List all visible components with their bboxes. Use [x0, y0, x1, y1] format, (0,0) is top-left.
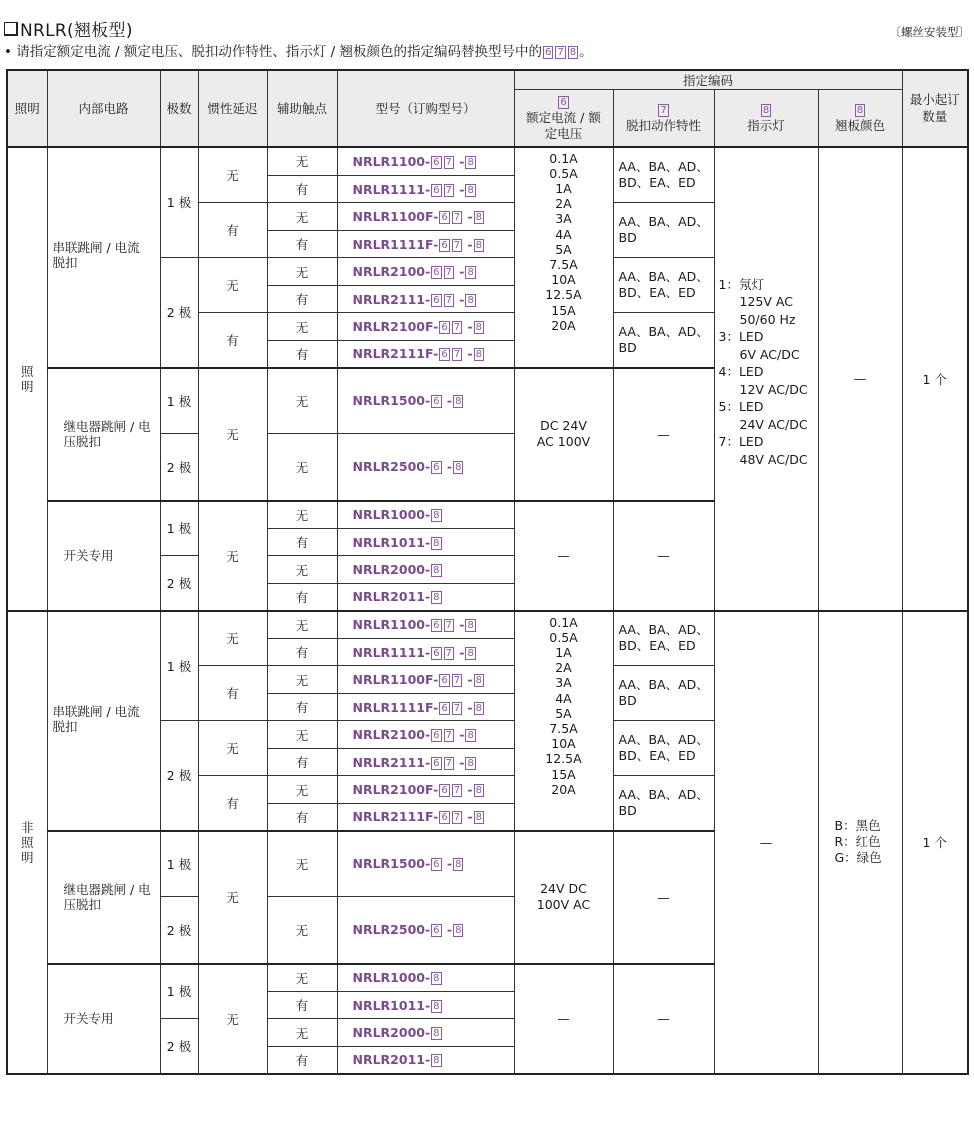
code-box-7: 7	[445, 620, 452, 632]
trip-codes: —	[613, 501, 714, 611]
trip-codes: —	[613, 831, 714, 964]
model-number: NRLR2100F- 6 7 - 8	[337, 313, 514, 341]
trip-codes	[613, 258, 714, 313]
rocker-color: —	[818, 147, 902, 611]
voltage-value: AC 100V	[536, 434, 591, 449]
code-box-6: 6	[433, 462, 440, 474]
hdr-model: 型号（订购型号）	[337, 70, 514, 147]
hdr-indicator	[714, 90, 818, 147]
aux-contact: 无	[267, 258, 337, 286]
trip-codes-text: AA、BA、AD、BD	[618, 323, 709, 355]
trip-codes-text: AA、BA、AD、BD、EA、ED	[618, 732, 709, 763]
delay: 有	[198, 203, 267, 258]
aux-contact: 有	[267, 529, 337, 556]
code-box-8: 8	[467, 156, 474, 168]
delay: 无	[198, 831, 267, 964]
model-prefix: NRLR1100F-	[352, 209, 439, 224]
rocker-colors	[818, 611, 902, 1074]
model-prefix: NRLR2100F-	[352, 319, 439, 334]
code-box-8: 8	[467, 267, 474, 278]
model-prefix: NRLR1111F-	[352, 699, 439, 715]
model-number: NRLR1100- 6 7 - 8	[337, 611, 514, 639]
hdr-moq-text: 最小起订数量	[909, 92, 960, 125]
model-number: NRLR2111- 6 7 - 8	[337, 749, 514, 776]
instruction-note	[4, 40, 593, 60]
model-prefix: NRLR2100F-	[352, 782, 439, 797]
code-box-7: 7	[557, 47, 564, 58]
code-box-8: 8	[569, 47, 577, 58]
code-box-6: 6	[433, 396, 440, 408]
title-text: NRLR(翘板型)	[20, 21, 133, 41]
model-number: NRLR2100F- 6 7 - 8	[337, 776, 514, 804]
aux-contact: 有	[267, 992, 337, 1019]
spec-table	[6, 69, 969, 1075]
code-box-6: 6	[433, 925, 440, 937]
model-prefix: NRLR1111-	[352, 644, 431, 660]
indicator-spec: 6V AC/DC	[739, 346, 800, 362]
model-number: NRLR2111- 6 7 - 8	[337, 286, 514, 313]
code-box-7: 7	[453, 702, 461, 714]
code-box-8: 8	[475, 212, 482, 223]
current-ratings: —	[514, 964, 613, 1074]
model-number	[337, 501, 514, 529]
poles: 2 极	[160, 1019, 198, 1074]
indicator-option: 1：氖灯	[718, 276, 764, 292]
code-box-7: 7	[445, 730, 452, 741]
poles: 2 极	[160, 258, 198, 368]
trip-codes-text: AA、BA、AD、BD	[618, 677, 709, 708]
hdr-lighting: 照明	[7, 70, 47, 147]
delay: 无	[198, 147, 267, 203]
trip-codes-text: AA、BA、AD、BD	[618, 786, 709, 818]
aux-contact: 有	[267, 584, 337, 611]
current-value: 15A	[551, 302, 576, 318]
code-box-6: 6	[433, 184, 440, 196]
voltage-value: 24V DC	[540, 881, 587, 896]
code-box-8: 8	[475, 785, 482, 796]
trip-codes	[613, 666, 714, 721]
poles: 2 极	[160, 434, 198, 501]
model-number	[337, 1019, 514, 1047]
model-number: NRLR2111F- 6 7 - 8	[337, 341, 514, 368]
code-box-6: 6	[441, 239, 448, 251]
poles: 2 极	[160, 897, 198, 964]
code-box-8: 8	[455, 396, 462, 408]
delay: 有	[198, 666, 267, 721]
hdr-trip-label: 脱扣动作特性	[625, 117, 701, 133]
code-box-6: 6	[433, 730, 440, 741]
code-box-6: 6	[441, 785, 448, 796]
model-number	[337, 1047, 514, 1074]
indicator-spec: 48V AC/DC	[739, 451, 808, 467]
circuit-series	[47, 147, 160, 368]
model-prefix: NRLR1100-	[352, 153, 431, 169]
aux-contact: 无	[267, 203, 337, 231]
code-box-8: 8	[433, 1000, 440, 1012]
aux-contact: 有	[267, 1047, 337, 1074]
poles: 1 极	[160, 831, 198, 897]
code-box-6: 6	[433, 267, 440, 278]
hdr-aux: 辅助触点	[267, 70, 337, 147]
model-number: NRLR2100- 6 7 - 8	[337, 721, 514, 749]
poles: 1 极	[160, 147, 198, 258]
delay: 无	[198, 721, 267, 776]
moq-value: 1 个	[902, 611, 968, 1074]
section-label	[7, 611, 47, 1074]
moq-value: 1 个	[902, 147, 968, 611]
code-box-8: 8	[433, 1028, 440, 1039]
code-box-7: 7	[453, 239, 461, 251]
poles: 1 极	[160, 368, 198, 434]
code-box-6: 6	[441, 349, 448, 361]
model-prefix: NRLR2111-	[352, 754, 431, 770]
code-box-8: 8	[433, 1055, 440, 1067]
circuit-relay	[47, 368, 160, 501]
model-prefix: NRLR1000-	[352, 507, 431, 523]
code-box-7: 7	[445, 757, 452, 769]
code-box-6: 6	[433, 620, 440, 632]
current-value: 0.1A	[549, 150, 578, 166]
indicator-option: 7：LED	[718, 434, 764, 449]
aux-contact: 有	[267, 231, 337, 258]
hdr-rating	[514, 90, 613, 147]
current-value: 20A	[551, 781, 576, 797]
rocker-color-option: R：红色	[834, 834, 881, 849]
model-number: NRLR2500- 6 - 8	[337, 434, 514, 501]
poles: 2 极	[160, 721, 198, 831]
trip-codes-text: AA、BA、AD、BD	[618, 214, 709, 245]
current-value: 10A	[551, 272, 576, 288]
current-value: 12.5A	[545, 751, 582, 767]
current-value: 0.1A	[549, 614, 578, 630]
model-prefix: NRLR1111-	[352, 181, 431, 197]
poles: 2 极	[160, 556, 198, 611]
model-prefix: NRLR1000-	[352, 970, 431, 986]
hdr-rocker-color	[818, 90, 902, 147]
code-box-8: 8	[455, 925, 462, 937]
code-box-6: 6	[433, 294, 440, 306]
delay: 无	[198, 501, 267, 611]
current-value: 12.5A	[545, 287, 582, 303]
aux-contact: 无	[267, 147, 337, 176]
aux-contact: 有	[267, 749, 337, 776]
indicator-spec: 12V AC/DC	[739, 381, 808, 397]
poles: 1 极	[160, 964, 198, 1019]
model-prefix: NRLR1500-	[352, 856, 431, 872]
code-box-8: 8	[467, 184, 474, 196]
code-box-8: 8	[475, 702, 482, 714]
trip-codes-text: AA、BA、AD、BD、EA、ED	[618, 622, 709, 654]
indicator-option: 4：LED	[718, 364, 764, 379]
code-box-8: 8	[467, 730, 474, 741]
model-prefix: NRLR2500-	[352, 922, 431, 938]
indicator-option: 3：LED	[718, 329, 764, 344]
current-value: 3A	[555, 211, 572, 227]
indicator-options: —	[714, 611, 818, 1074]
aux-contact: 无	[267, 368, 337, 434]
current-value: 4A	[555, 690, 572, 706]
aux-contact: 有	[267, 639, 337, 666]
aux-contact: 无	[267, 964, 337, 992]
code-box-8: 8	[467, 294, 474, 306]
section-label	[7, 147, 47, 611]
model-prefix: NRLR2011-	[352, 1052, 431, 1068]
hdr-spec-code: 指定编码	[514, 70, 902, 90]
instruction-tail: 。	[579, 44, 593, 60]
model-prefix: NRLR2100-	[352, 727, 431, 742]
current-value: 20A	[551, 317, 576, 333]
aux-contact: 无	[267, 831, 337, 897]
aux-contact: 无	[267, 897, 337, 964]
circuit-series	[47, 611, 160, 831]
code-box-6: 6	[433, 156, 440, 168]
model-number: NRLR1500- 6 - 8	[337, 831, 514, 897]
aux-contact: 无	[267, 1019, 337, 1047]
current-value: 7.5A	[549, 256, 578, 272]
voltage-ratings	[514, 368, 613, 501]
indicator-options	[714, 147, 818, 611]
current-ratings: —	[514, 501, 613, 611]
table-row	[7, 611, 968, 639]
code-box-7: 7	[453, 349, 461, 361]
code-box-8: 8	[856, 104, 864, 116]
aux-contact: 有	[267, 804, 337, 831]
poles: 1 极	[160, 611, 198, 721]
rocker-color-option: G：绿色	[834, 850, 882, 865]
code-box-8: 8	[433, 537, 440, 549]
section-label-text: 非照明	[20, 819, 34, 865]
trip-codes	[613, 776, 714, 831]
aux-contact: 无	[267, 666, 337, 694]
code-box-8: 8	[475, 239, 482, 251]
current-value: 5A	[555, 241, 572, 257]
code-box-8: 8	[475, 349, 482, 361]
rocker-color-option: B：黑色	[834, 818, 881, 833]
circuit-relay-text: 继电器跳闸 / 电压脱扣	[63, 419, 151, 449]
trip-codes-text: AA、BA、AD、BD、EA、ED	[618, 269, 709, 300]
voltage-value: 100V AC	[536, 897, 591, 912]
code-box-7: 7	[453, 785, 461, 796]
indicator-spec: 50/60 Hz	[739, 311, 796, 327]
model-number: NRLR2111F- 6 7 - 8	[337, 804, 514, 831]
model-number: NRLR1111- 6 7 - 8	[337, 176, 514, 203]
code-box-7: 7	[660, 104, 667, 116]
model-number: NRLR1111F- 6 7 - 8	[337, 231, 514, 258]
current-ratings	[514, 147, 613, 368]
code-box-8: 8	[433, 565, 440, 576]
code-box-7: 7	[445, 156, 452, 168]
aux-contact: 有	[267, 341, 337, 368]
model-prefix: NRLR2000-	[352, 1025, 431, 1040]
aux-contact: 有	[267, 286, 337, 313]
code-box-7: 7	[453, 812, 461, 824]
aux-contact: 无	[267, 501, 337, 529]
trip-codes	[613, 203, 714, 258]
model-number	[337, 964, 514, 992]
code-box-6: 6	[441, 212, 448, 223]
aux-contact: 无	[267, 434, 337, 501]
model-prefix: NRLR2100-	[352, 264, 431, 279]
current-value: 0.5A	[549, 165, 578, 181]
code-box-7: 7	[453, 322, 461, 333]
aux-contact: 无	[267, 556, 337, 584]
code-box-8: 8	[433, 592, 440, 604]
code-box-6: 6	[433, 647, 440, 659]
model-prefix: NRLR1100F-	[352, 672, 439, 687]
model-prefix: NRLR2111-	[352, 291, 431, 307]
circuit-relay-text: 继电器跳闸 / 电压脱扣	[63, 882, 151, 912]
code-box-7: 7	[445, 647, 452, 659]
voltage-value: DC 24V	[540, 418, 587, 433]
code-box-8: 8	[475, 812, 482, 824]
indicator-spec: 24V AC/DC	[739, 416, 808, 432]
page-title	[4, 16, 133, 41]
code-box-8: 8	[455, 462, 462, 474]
indicator-option: 5：LED	[718, 399, 764, 414]
current-value: 1A	[555, 180, 572, 196]
code-box-8: 8	[467, 757, 474, 769]
code-box-7: 7	[445, 267, 452, 278]
mount-type-note: 〔螺丝安装型〕	[889, 25, 970, 39]
model-number: NRLR1100F- 6 7 - 8	[337, 203, 514, 231]
delay: 无	[198, 258, 267, 313]
trip-codes	[613, 721, 714, 776]
model-number: NRLR1100- 6 7 - 8	[337, 147, 514, 176]
indicator-spec: 125V AC	[739, 294, 793, 309]
current-value: 3A	[555, 675, 572, 691]
checkbox-square-icon	[4, 22, 18, 36]
model-number: NRLR1111F- 6 7 - 8	[337, 694, 514, 721]
code-box-7: 7	[453, 675, 461, 686]
aux-contact: 有	[267, 176, 337, 203]
aux-contact: 无	[267, 611, 337, 639]
code-box-7: 7	[453, 212, 461, 223]
trip-codes: —	[613, 368, 714, 501]
aux-contact: 无	[267, 313, 337, 341]
table-row	[7, 147, 968, 176]
code-box-7: 7	[445, 184, 452, 196]
hdr-circuit: 内部电路	[47, 70, 160, 147]
delay: 无	[198, 964, 267, 1074]
code-box-7: 7	[445, 294, 452, 306]
trip-codes	[613, 313, 714, 368]
model-prefix: NRLR2000-	[352, 562, 431, 577]
model-number: NRLR2100- 6 7 - 8	[337, 258, 514, 286]
circuit-switch: 开关专用	[47, 501, 160, 611]
model-prefix: NRLR1500-	[352, 393, 431, 409]
current-value: 2A	[555, 660, 572, 676]
code-box-8: 8	[433, 510, 440, 522]
hdr-trip	[613, 90, 714, 147]
aux-contact: 无	[267, 721, 337, 749]
code-box-6: 6	[433, 757, 440, 769]
model-prefix: NRLR1100-	[352, 617, 431, 633]
hdr-delay: 惯性延迟	[198, 70, 267, 147]
code-box-8: 8	[455, 859, 462, 871]
current-value: 5A	[555, 705, 572, 721]
model-number: NRLR2500- 6 - 8	[337, 897, 514, 964]
hdr-rating-label: 额定电流 / 额定电压	[526, 109, 601, 141]
model-prefix: NRLR1111F-	[352, 236, 439, 252]
current-value: 1A	[555, 644, 572, 660]
model-number	[337, 584, 514, 611]
model-number: NRLR1111- 6 7 - 8	[337, 639, 514, 666]
circuit-series-text: 串联跳闸 / 电流脱扣	[52, 239, 140, 270]
trip-codes	[613, 147, 714, 203]
code-box-8: 8	[475, 322, 482, 333]
hdr-rocker-color-label: 翘板颜色	[835, 117, 886, 133]
code-box-8: 8	[467, 647, 474, 659]
poles: 1 极	[160, 501, 198, 556]
code-box-6: 6	[441, 812, 448, 824]
code-box-6: 6	[441, 675, 448, 686]
code-box-6: 6	[545, 47, 552, 58]
code-box-8: 8	[475, 675, 482, 686]
current-value: 10A	[551, 736, 576, 752]
model-number	[337, 992, 514, 1019]
model-number: NRLR1500- 6 - 8	[337, 368, 514, 434]
current-value: 7.5A	[549, 720, 578, 736]
model-prefix: NRLR2111F-	[352, 346, 439, 362]
model-prefix: NRLR2500-	[352, 459, 431, 475]
code-box-8: 8	[762, 104, 770, 116]
voltage-ratings	[514, 831, 613, 964]
current-value: 0.5A	[549, 629, 578, 645]
delay: 有	[198, 776, 267, 831]
model-number: NRLR1100F- 6 7 - 8	[337, 666, 514, 694]
trip-codes: —	[613, 964, 714, 1074]
hdr-indicator-label: 指示灯	[747, 117, 785, 133]
code-box-6: 6	[441, 702, 448, 714]
current-ratings	[514, 611, 613, 831]
hdr-moq	[902, 70, 968, 147]
trip-codes	[613, 611, 714, 666]
code-box-6: 6	[433, 859, 440, 871]
trip-codes-text: AA、BA、AD、BD、EA、ED	[618, 158, 709, 190]
circuit-series-text: 串联跳闸 / 电流脱扣	[52, 703, 140, 734]
code-box-8: 8	[467, 620, 474, 632]
instruction-text: • 请指定额定电流 / 额定电压、脱扣动作特性、指示灯 / 翘板颜色的指定编码替换型号中的	[4, 44, 543, 60]
model-number	[337, 556, 514, 584]
circuit-relay	[47, 831, 160, 964]
current-value: 4A	[555, 226, 572, 242]
current-value: 15A	[551, 766, 576, 782]
aux-contact: 无	[267, 776, 337, 804]
model-prefix: NRLR2111F-	[352, 809, 439, 825]
delay: 有	[198, 313, 267, 368]
hdr-poles: 极数	[160, 70, 198, 147]
delay: 无	[198, 611, 267, 666]
code-box-6: 6	[560, 96, 567, 108]
code-box-6: 6	[441, 322, 448, 333]
model-number	[337, 529, 514, 556]
current-value: 2A	[555, 196, 572, 212]
code-box-8: 8	[433, 973, 440, 985]
delay: 无	[198, 368, 267, 501]
aux-contact: 有	[267, 694, 337, 721]
section-label-text: 照明	[20, 363, 34, 394]
model-prefix: NRLR1011-	[352, 997, 431, 1013]
model-prefix: NRLR2011-	[352, 589, 431, 605]
model-prefix: NRLR1011-	[352, 534, 431, 550]
circuit-switch: 开关专用	[47, 964, 160, 1074]
